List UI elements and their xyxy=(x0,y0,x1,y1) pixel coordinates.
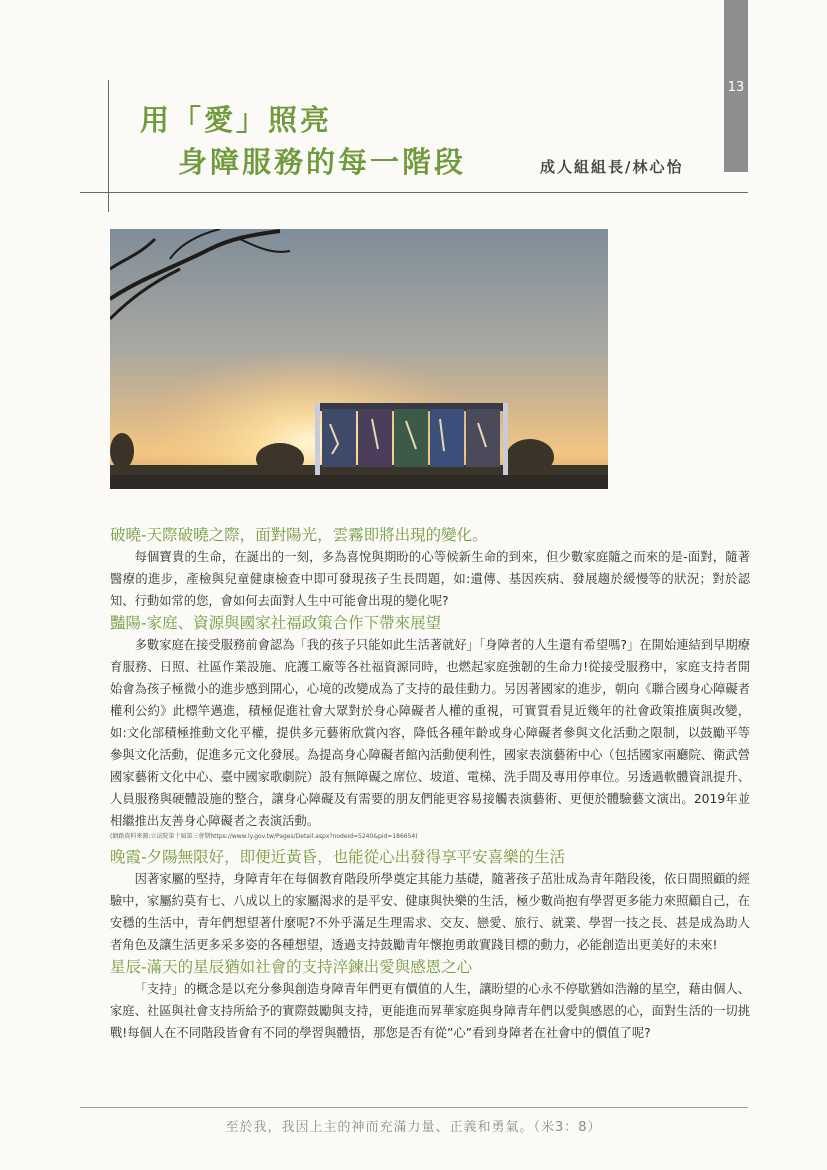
section-heading-sunset: 晚霞-夕陽無限好，即便近黃昏，也能從心出發得享平安喜樂的生活 xyxy=(110,848,566,866)
section-heading-dawn: 破曉-天際破曉之際，面對陽光，雲霧即將出現的變化。 xyxy=(110,526,488,544)
article-title-line1: 用「愛」照亮 xyxy=(140,103,333,137)
sunset-photo xyxy=(110,229,608,489)
section-paragraph-dawn: 每個寶貴的生命，在誕出的一刻，多為喜悅與期盼的心等候新生命的到來，但少數家庭隨之而來的是-面對，隨著醫療的進步，產檢與兒童健康檢查中即可發現孩子生長問題，如:遺傳、基因疾病、發展趨於緩慢等的狀況；對於認知、行動如常的您，會如何去面對人生中可能會出現的變化呢? xyxy=(110,550,750,608)
section-paragraph-stars: 「支持」的概念是以充分參與創造身障青年們更有價值的人生，讓盼望的心永不停歇猶如浩瀚的星空，藉由個人、家庭、社區與社會支持所給予的實際鼓勵與支持，更能進而昇華家庭與身障青年們以愛與感恩的心，面對生活的一切挑戰!每個人在不同階段皆會有不同的學習與體悟，那您是否有從”心”看到身障者在社會中的價值了呢? xyxy=(110,982,750,1040)
section-heading-stars: 星辰-滿天的星辰猶如社會的支持淬鍊出愛與感恩之心 xyxy=(110,958,473,976)
footer-verse: 至於我，我因上主的神而充滿力量、正義和勇氣。（米3：8） xyxy=(225,1120,602,1135)
article-title-line2: 身障服務的每一階段 xyxy=(178,145,467,179)
source-citation: (網路資料來源:立法院第十屆第三會期https://www.ly.gov.tw/Pages/Detail.aspx?nodeid=5240&pid=186654) xyxy=(110,833,418,840)
footer-rule xyxy=(80,1107,748,1108)
page-number: 13 xyxy=(727,80,745,95)
title-horizontal-rule xyxy=(80,192,748,193)
author-byline: 成人組組長/林心怡 xyxy=(540,158,684,176)
section-paragraph-sunset: 因著家屬的堅持，身障青年在每個教育階段所學奠定其能力基礎，隨著孩子茁壯成為青年階段後，依日間照顧的經驗中，家屬約莫有七、八成以上的家屬渴求的是平安、健康與快樂的生活，極少數尚抱有學習更多能力來照顧自己，在安穩的生活中，青年們想望著什麼呢?不外乎滿足生理需求、交友、戀愛、旅行、就業、學習一技之長、甚是成為助人者角色及讓生活更多采多姿的各種想望，透過支持鼓勵青年懷抱勇敢實踐目標的動力，必能創造出更美好的未來! xyxy=(110,872,750,952)
article-body xyxy=(110,524,750,1044)
section-paragraph-sunshine: 多數家庭在接受服務前會認為「我的孩子只能如此生活著就好」「身障者的人生還有希望嗎?」在開始連結到早期療育服務、日照、社區作業設施、庇護工廠等各社福資源同時，也燃起家庭強韌的生命力!從接受服務中，家庭支持者開始會為孩子極微小的進步感到開心，心境的改變成為了支持的最佳動力。另因著國家的進步，朝向《聯合國身心障礙者權利公約》此標竿邁進，積極促進社會大眾對於身心障礙者人權的重視，可實質看見近幾年的社會政策推廣與改變，如:文化部積極推動文化平權，提供多元藝術欣賞內容，降低各種年齡或身心障礙者參與文化活動之限制，以鼓勵平等參與文化活動，促進多元文化發展。為提高身心障礙者館內活動便利性，國家表演藝術中心（包括國家兩廳院、衛武營國家藝術文化中心、臺中國家歌劇院）設有無障礙之席位、坡道、電梯、洗手間及專用停車位。另透過軟體資訊提升、人員服務與硬體設施的整合，讓身心障礙及有需要的朋友們能更容易接觸表演藝術、更便於體驗藝文演出。2019年並相繼推出友善身心障礙者之表演活動。 xyxy=(110,638,750,828)
section-heading-sunshine: 豔陽-家庭、資源與國家社福政策合作下帶來展望 xyxy=(110,614,442,632)
